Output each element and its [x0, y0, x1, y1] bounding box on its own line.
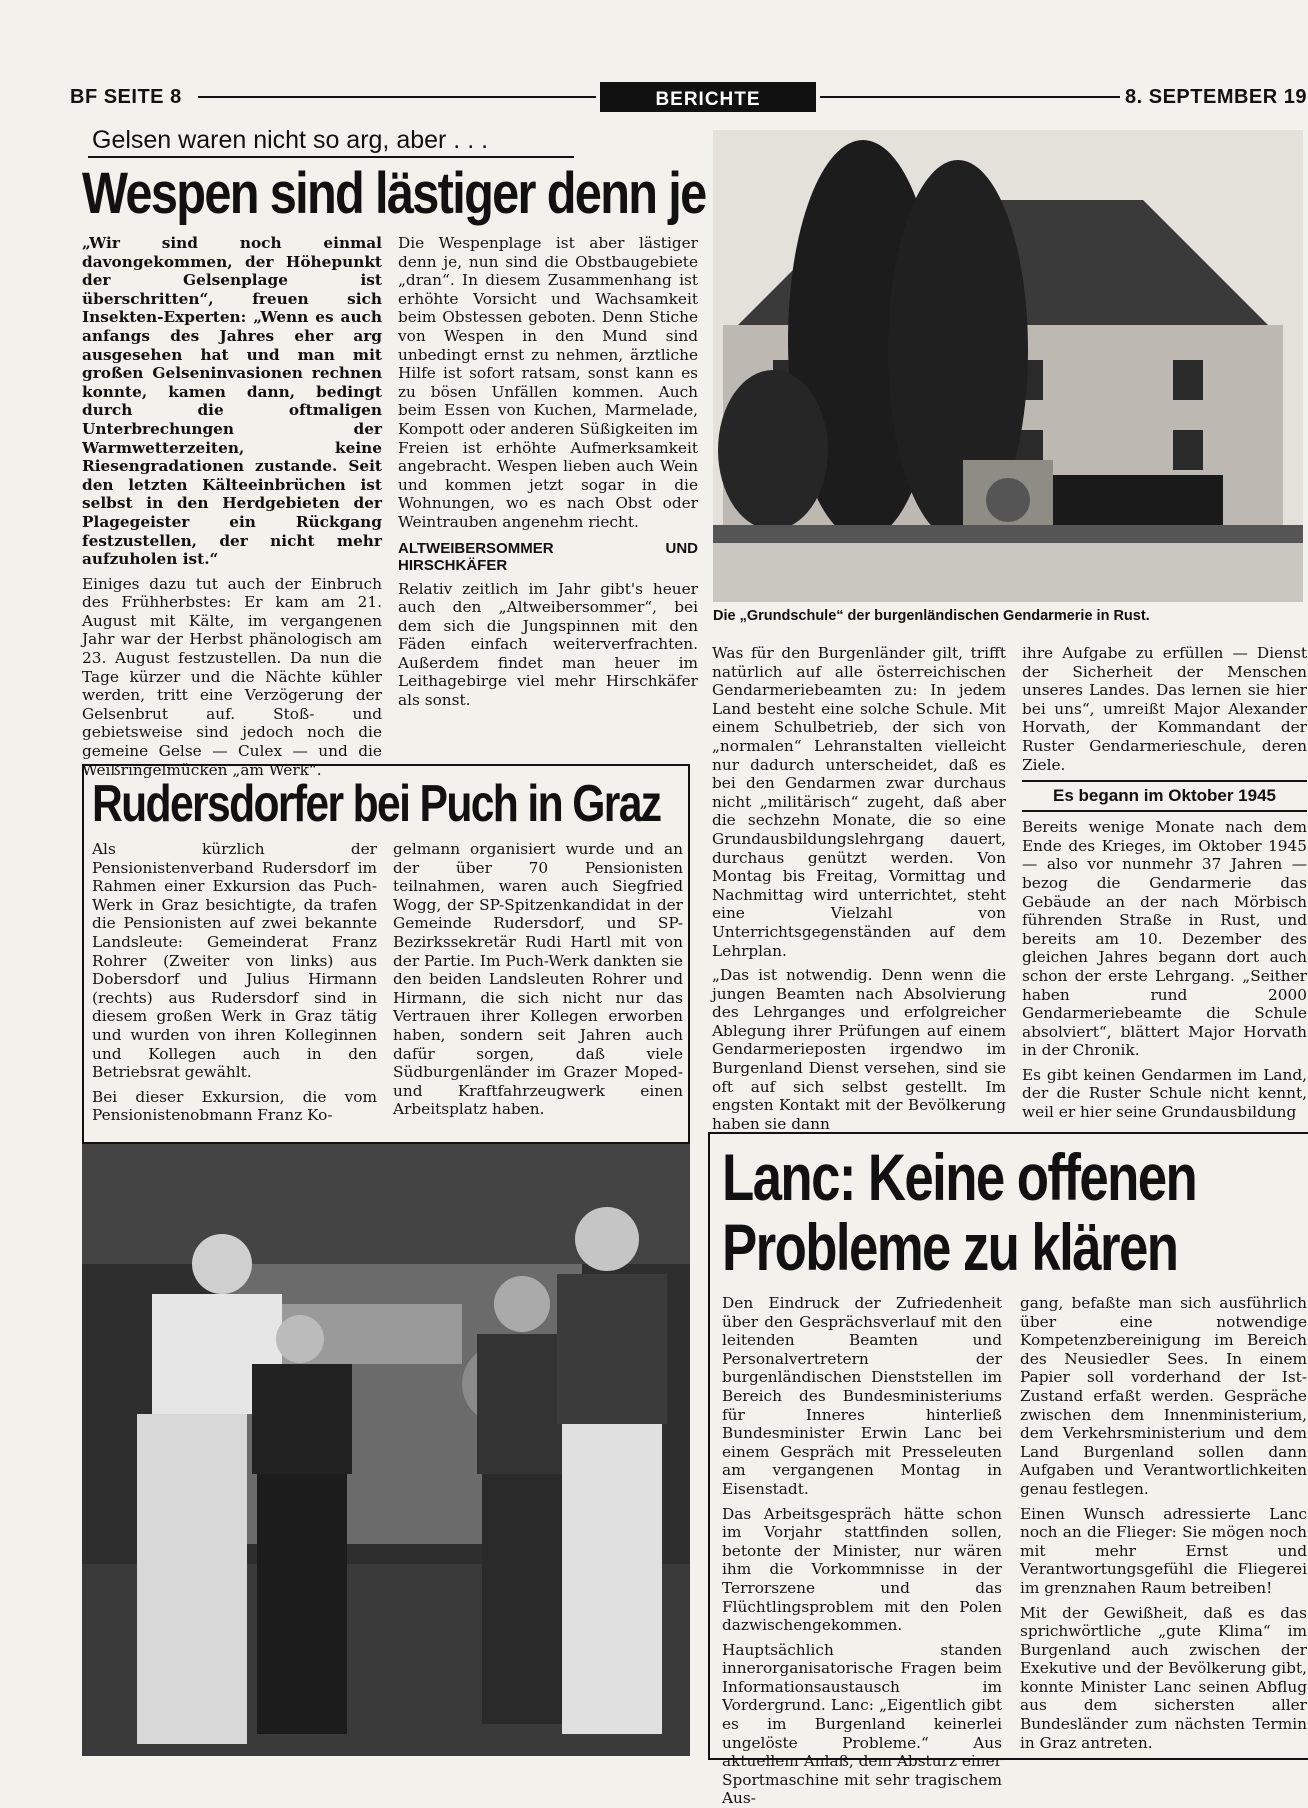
article-paragraph: Bereits wenige Monate nach dem Ende des Krieges, im Oktober 1945 — also vor nunmehr 37 Jahren — bezog die Gendarmerie das Gebäude an der nach Mörbisch führenden Straße in Rust, und bereits am 10. Dezember des gleichen Jahres begann dort auch schon der erste Lehrgang. „Seither haben rund 2000 Gendarmeriebeamte die Schule absolviert“, blättert Major Horvath in der Chronik. — [1022, 818, 1307, 1060]
lanc-headline-line1: Lanc: Keine offenen — [722, 1140, 1197, 1214]
article-paragraph: Hauptsächlich standen innerorganisatorische Fragen beim Informationsaustausch im Vordergrund. Lanc: „Eigentlich gibt es im Burgenland keinerlei ungelöste Probleme.“ Aus aktuellem Anlaß, dem Absturz einer Sportmaschine mit sehr tragischem Aus- — [722, 1640, 1002, 1808]
article-paragraph: Einen Wunsch adressierte Lanc noch an die Flieger: Sie mögen noch mit mehr Ernst und Verantwortungsgefühl die Fliegerei im grenznahen Raum betreiben! — [1020, 1504, 1307, 1597]
article-headline: Wespen sind lästiger denn je — [82, 161, 706, 226]
rudersdorfer-column-2 — [393, 840, 683, 1136]
article-paragraph: Mit der Gewißheit, daß es das sprichwörtliche „gute Klima“ im Burgenland auch zwischen der Exekutive und der Bevölkerung gibt, konnte Minister Lanc seinen Abflug aus dem sichersten aller Bundesländer zum nächsten Termin in Graz antreten. — [1020, 1603, 1307, 1752]
article-column-1 — [82, 234, 382, 779]
article-paragraph: gelmann organisiert wurde und an der über 70 Pensionisten teilnahmen, waren auch Siegfried Wogg, der SP-Spitzenkandidat in der Gemeinde Rudersdorf, und SP-Bezirkssekretär Rudi Hartl mit von der Partie. Im Puch-Werk dankten sie den beiden Landsleuten Rohrer und Hirmann, die sich nicht nur das Vertrauen ihrer Kollegen erworben haben, sondern seit Jahren auch dafür sorgen, daß viele Südburgenländer im Grazer Moped- und Kraftfahrzeugwerk einen Arbeitsplatz haben. — [393, 840, 683, 1119]
school-article-column-1 — [712, 644, 1006, 1133]
article-paragraph: „Das ist notwendig. Denn wenn die jungen Beamten nach Absolvierung des Lehrganges und erfolgreicher Ablegung ihrer Prüfungen auf einem Gendarmerieposten irgendwo im Burgenland Dienst versehen, sind sie oft auf sich selbst gestellt. Im engsten Kontakt mit der Bevölkerung haben sie dann — [712, 966, 1006, 1133]
article-paragraph: Die Wespenplage ist aber lästiger denn je, nun sind die Obstbaugebiete „dran“. In diesem Zusammenhang ist erhöhte Vorsicht und Wachsamkeit beim Obstessen geboten. Denn Stiche von Wespen in den Mund sind unbedingt ernst zu nehmen, ärztliche Hilfe ist sofort ratsam, sonst kann es zu bösen Unfällen kommen. Auch beim Essen von Kuchen, Marmelade, Kompott oder anderen Süßigkeiten im Freien ist erhöhte Aufmerksamkeit angebracht. Wespen lieben auch Wein und kommen jetzt sogar in die Wohnungen, wo es nach Obst oder Weintrauben angenehm riecht. — [398, 234, 698, 531]
factory-workers-photo-icon — [82, 1144, 690, 1756]
lanc-column-2 — [1020, 1294, 1307, 1754]
building-photo-caption: Die „Grundschule“ der burgenländischen Gendarmerie in Rust. — [713, 608, 1150, 624]
section-label: BERICHTE — [600, 82, 816, 112]
rudersdorfer-headline: Rudersdorfer bei Puch in Graz — [92, 775, 661, 833]
article-paragraph: Als kürzlich der Pensionistenverband Rudersdorf im Rahmen einer Exkursion das Puch-Werk in Graz besichtigte, da trafen die Pensionisten auf zwei bekannte Landsleute: Gemeinderat Franz Rohrer (Zweiter von links) aus Dobersdorf und Julius Hirmann (rechts) aus Rudersdorf sind in diesem großen Werk in Graz tätig und wurden von ihren Kolleginnen und Kollegen auch in den Betriebsrat gewählt. — [92, 840, 377, 1082]
lanc-headline-line2: Probleme zu klären — [722, 1210, 1178, 1284]
article-kicker: Gelsen waren nicht so arg, aber . . . — [92, 126, 489, 154]
school-article-column-2 — [1022, 644, 1307, 1122]
page-number: BF SEITE 8 — [70, 86, 182, 108]
article-paragraph: Was für den Burgenländer gilt, trifft natürlich auf alle österreichischen Gendarmeriebeamten zu: In jedem Land besteht eine solche Schule. Mit einem Schulbetrieb, der sich von „normalen“ Lehranstalten vielleicht nur dadurch unterscheidet, daß es bei den Gendarmen zwar durchaus nicht „militärisch“ zugeht, daß aber die sechzehn Monate, die so eine Grundausbildungslehrgang dauert, durchaus genützt werden. Von Montag bis Freitag, Vormittag und Nachmittag wird unterrichtet, steht eine Vielzahl von Unterrichtsgegenständen auf dem Lehrplan. — [712, 644, 1006, 960]
article-paragraph: gang, befaßte man sich ausführlich über eine notwendige Kompetenzbereinigung im Bereich des Neusiedler Sees. In einem Papier soll vorderhand der Ist-Zustand erfaßt werden. Gespräche zwischen dem Innenministerium, dem Verkehrsministerium und dem Land Burgenland sollen dann Aufgaben und Verantwortlichkeiten genau festlegen. — [1020, 1294, 1307, 1498]
factory-workers-photo — [82, 1144, 690, 1756]
article-lead: „Wir sind noch einmal davongekommen, der Höhepunkt der Gelsenplage ist überschritten“, freuen sich Insekten-Experten: „Wenn es auch anfangs des Jahres eher arg ausgesehen hat und man mit großen Gelseninvasionen rechnen konnte, kamen dann, bedingt durch die oftmaligen Unterbrechungen der Warmwetterzeiten, keine Riesengradationen zustande. Seit den letzten Kälteeinbrüchen ist selbst in den Herdgebieten der Plagegeister ein Rückgang festzustellen, der nicht mehr aufzuholen ist.“ — [82, 234, 382, 569]
article-subhead: ALTWEIBERSOMMER UND HIRSCHKÄFER — [398, 539, 698, 574]
article-paragraph: Relativ zeitlich im Jahr gibt's heuer auch den „Altweibersommer“, bei dem sich die Jungspinnen mit den Fäden einfach weiterverfrachten. Außerdem findet man heuer im Leithagebirge viel mehr Hirschkäfer als sonst. — [398, 579, 698, 710]
subhead-rule — [1022, 780, 1307, 782]
article-paragraph: ihre Aufgabe zu erfüllen — Dienst der Sicherheit der Menschen unseres Landes. Das lernen sie hier bei uns“, umreißt Major Alexander Horvath, der Kommandant der Ruster Gendarmerieschule, deren Ziele. — [1022, 644, 1307, 774]
issue-date: 8. SEPTEMBER 19 — [1125, 86, 1308, 108]
article-paragraph: Es gibt keinen Gendarmen im Land, der die Ruster Schule nicht kennt, weil er hier seine Grundausbildung — [1022, 1065, 1307, 1122]
article-paragraph: Einiges dazu tut auch der Einbruch des Frühherbstes: Er kam am 21. August mit Kälte, im vergangenen Jahr war der Herbst phänologisch am 23. August festzustellen. Da nun die Tage kürzer und die Nächte kühler werden, tritt eine Verzögerung der Gelsenbrut auf. Stoß- und gebietsweise sind jedoch noch die gemeine Gelse — Culex — und die Weißringelmücken „am Werk“. — [82, 574, 382, 779]
building-photo-icon — [713, 130, 1303, 602]
lanc-column-1 — [722, 1294, 1002, 1808]
article-column-2 — [398, 234, 698, 754]
building-photo — [713, 130, 1303, 602]
header-rule-right — [820, 96, 1120, 98]
article-paragraph: Den Eindruck der Zufriedenheit über den Gesprächsverlauf mit den leitenden Beamten und Personalvertretern der burgenländischen Dienststellen im Bereich des Bundesministeriums für Inneres hinterließ Bundesminister Erwin Lanc bei einem Gespräch mit Presseleuten am vergangenen Montag in Eisenstadt. — [722, 1294, 1002, 1498]
article-paragraph: Bei dieser Exkursion, die vom Pensionistenobmann Franz Ko- — [92, 1087, 377, 1125]
school-subhead: Es begann im Oktober 1945 — [1053, 786, 1276, 806]
header-rule-left — [198, 96, 596, 98]
rudersdorfer-column-1 — [92, 840, 377, 1136]
kicker-underline — [88, 156, 574, 158]
subhead-rule — [1022, 810, 1307, 812]
article-paragraph: Das Arbeitsgespräch hätte schon im Vorjahr stattfinden sollen, betonte der Minister, nur wären ihm die Vorkommnisse in der Terrorszene und das Flüchtlingsproblem mit den Polen dazwischengekommen. — [722, 1504, 1002, 1635]
